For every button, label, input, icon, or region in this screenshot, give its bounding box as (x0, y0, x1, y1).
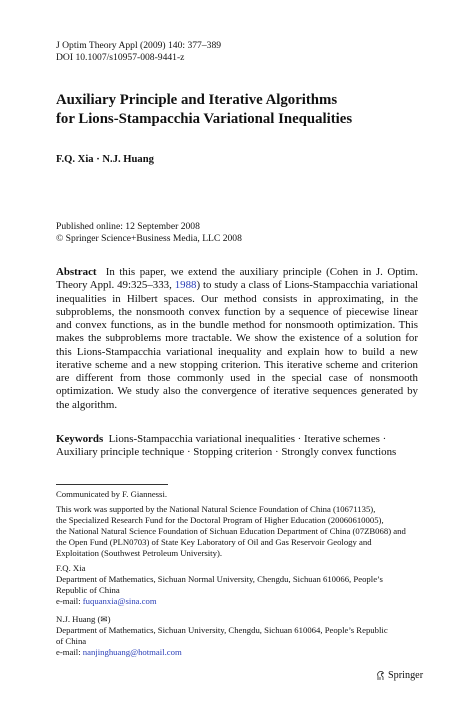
keywords-heading: Keywords (56, 433, 104, 445)
footnote-divider (56, 484, 168, 485)
published-date: Published online: 12 September 2008 (56, 221, 200, 232)
keywords-line-2: Auxiliary principle technique · Stopping criterion · Strongly convex functions (56, 446, 397, 459)
author2-name: N.J. Huang (✉) (56, 614, 111, 624)
journal-header (56, 40, 418, 64)
author2-affiliation (56, 614, 418, 658)
communicated-by: Communicated by F. Giannessi. (56, 489, 168, 499)
email-label: e-mail: (56, 595, 83, 606)
abstract-text-before: In this paper, we extend the auxiliary principle (Cohen in J. Optim. Theory Appl. 49:325–333, (56, 266, 418, 292)
copyright: © Springer Science+Business Media, LLC 2008 (56, 233, 242, 245)
keywords (56, 433, 418, 460)
paper-title (56, 91, 418, 129)
funding-line: the National Natural Science Foundation of Sichuan Education Department of China (07ZB068) and (56, 525, 406, 536)
citation-year-link[interactable]: 1988 (174, 279, 197, 292)
abstract (56, 266, 418, 412)
doi[interactable]: DOI 10.1007/s10957-008-9441-z (56, 52, 185, 63)
keywords-line-1: Lions-Stampacchia variational inequalities · Iterative schemes · (108, 433, 387, 445)
author-names: F.Q. Xia · N.J. Huang (56, 154, 154, 165)
author1-affiliation (56, 563, 418, 607)
author1-dept-line-2: Republic of China (56, 584, 120, 595)
funding-line: the Specialized Research Fund for the Doctoral Program of Higher Education (20060610005), (56, 514, 384, 525)
journal-citation: J Optim Theory Appl (2009) 140: 377–389 (56, 40, 222, 51)
funding-line: the Open Fund (PLN0703) of State Key Laboratory of Oil and Gas Reservoir Geology and (56, 536, 372, 547)
funding-line: Exploitation (Southwest Petroleum University). (56, 547, 223, 558)
title-line-1: Auxiliary Principle and Iterative Algorithms (56, 92, 338, 108)
funding-note (56, 504, 418, 559)
publication-info (56, 221, 418, 246)
title-line-2: for Lions-Stampacchia Variational Inequalities (56, 111, 353, 127)
email-label: e-mail: (56, 646, 83, 657)
publisher-name: Springer (388, 670, 424, 681)
author2-dept-line-2: of China (56, 635, 87, 646)
abstract-text-after: ) to study a class of Lions-Stampacchia variational inequalities in Hilbert spaces. Our method consists in approximating, in the subproblems, the nonsmooth convex function by a sequence of piecewise linear and convex functions, as in the bundle method for nonsmooth optimization. This makes the subproblems more tractable. We show the existence of a solution for this Lions-Stampacchia variational inequality and explain how to build a new iterative scheme and a new stopping criterion. This iterative scheme and criterion are different from those commonly used in the special case of nonsmooth optimization. We study also the convergence of iterative sequences generated by the algorithm. (56, 279, 418, 411)
author1-dept-line-1: Department of Mathematics, Sichuan Normal University, Chengdu, Sichuan 610066, People’s (56, 573, 383, 584)
abstract-heading: Abstract (56, 266, 97, 278)
springer-horse-icon (376, 670, 385, 681)
publisher-logo (376, 670, 423, 681)
funding-line: This work was supported by the National Natural Science Foundation of China (10671135), (56, 504, 376, 514)
author1-name: F.Q. Xia (56, 563, 86, 573)
author2-dept-line-1: Department of Mathematics, Sichuan University, Chengdu, Sichuan 610064, People’s Republic (56, 624, 388, 635)
author1-email-link[interactable]: fuquanxia@sina.com (82, 595, 157, 606)
author2-email-link[interactable]: nanjinghuang@hotmail.com (82, 646, 182, 657)
